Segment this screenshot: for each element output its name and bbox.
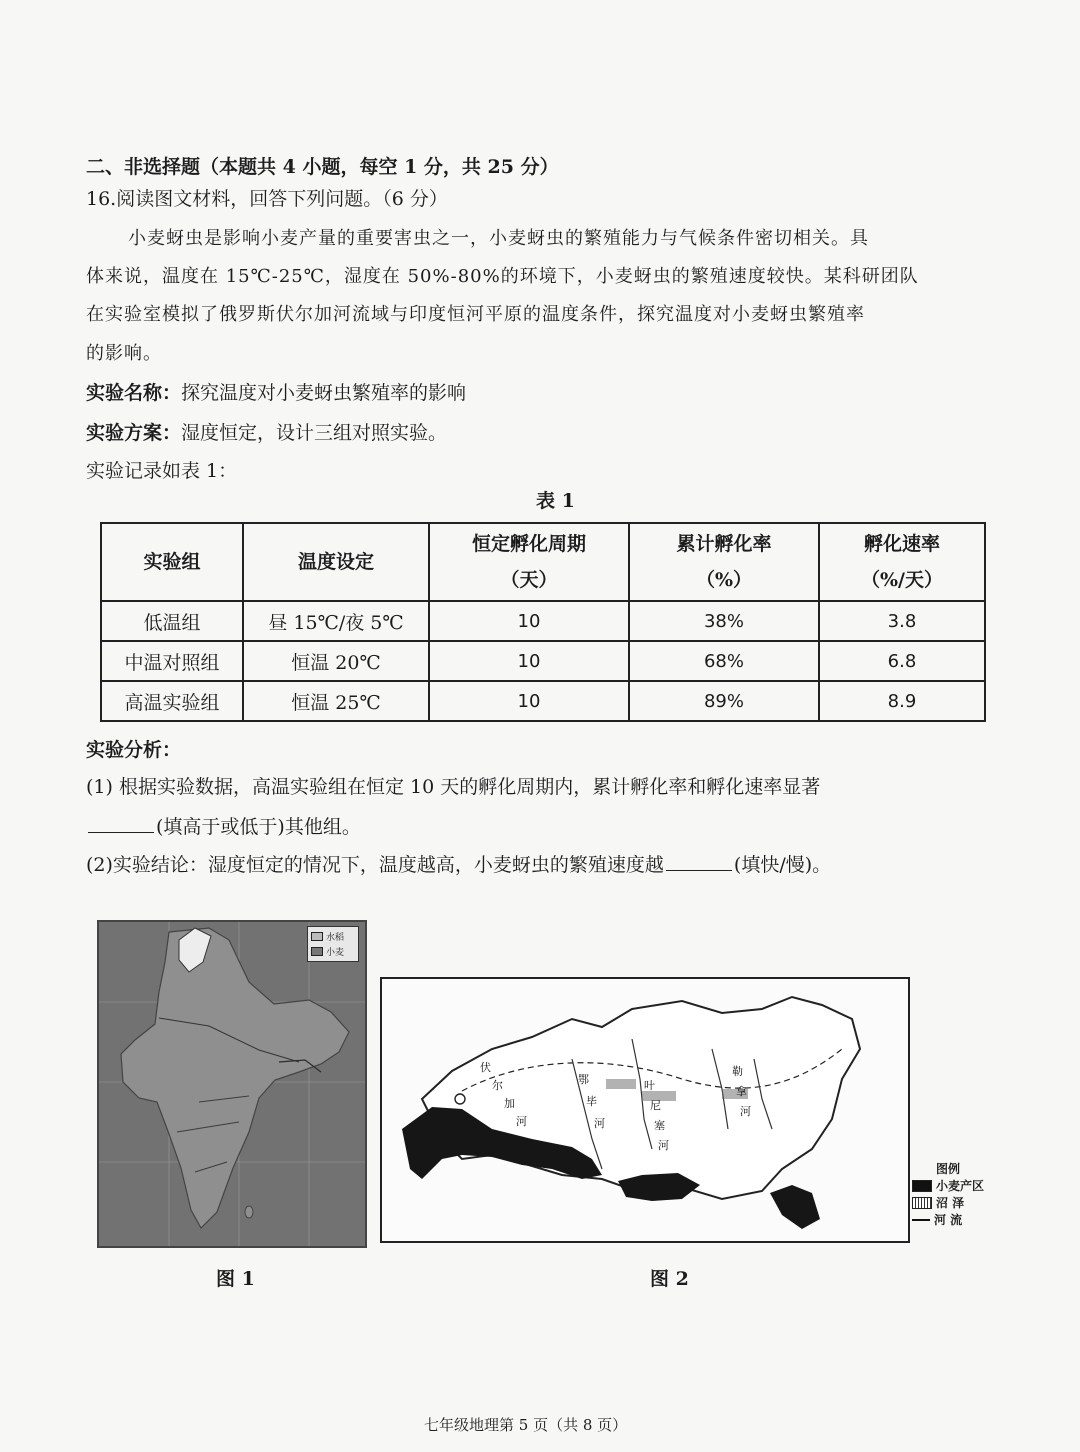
map-label: 河 bbox=[658, 1139, 669, 1152]
map-label: 河 bbox=[516, 1115, 527, 1128]
table-cell: 昼 15℃/夜 5℃ bbox=[243, 601, 429, 641]
map-label: 伏 bbox=[480, 1061, 491, 1074]
analysis-q2 bbox=[86, 850, 831, 877]
page-footer: 七年级地理第 5 页（共 8 页） bbox=[424, 1416, 628, 1434]
experiment-plan-label: 实验方案： bbox=[86, 422, 182, 444]
legend-item: 沼 泽 bbox=[936, 1196, 965, 1210]
legend-item: 小麦 bbox=[326, 948, 345, 958]
experiment-name-value: 探究温度对小麦蚜虫繁殖率的影响 bbox=[181, 382, 467, 404]
map-label: 鄂 bbox=[578, 1073, 589, 1086]
india-map-svg bbox=[99, 922, 365, 1246]
passage-line-4: 的影响。 bbox=[86, 343, 162, 364]
table-cell: 38% bbox=[629, 601, 819, 641]
legend-row bbox=[912, 1194, 984, 1211]
experiment-plan bbox=[86, 418, 447, 445]
passage-line-3: 在实验室模拟了俄罗斯伏尔加河流域与印度恒河平原的温度条件，探究温度对小麦蚜虫繁殖率 bbox=[86, 304, 865, 325]
figure-2-caption: 图 2 bbox=[650, 1268, 689, 1290]
map-label: 塞 bbox=[654, 1119, 665, 1132]
table-cell: 8.9 bbox=[819, 681, 985, 721]
table-header-cell: 恒定孵化周期 （天） bbox=[429, 523, 629, 601]
legend-row bbox=[912, 1177, 984, 1194]
figure-1-legend bbox=[307, 926, 359, 962]
legend-item: 小麦产区 bbox=[936, 1179, 985, 1193]
experiment-record: 实验记录如表 1： bbox=[86, 460, 238, 482]
table-caption: 表 1 bbox=[536, 490, 575, 512]
legend-item: 河 流 bbox=[934, 1213, 963, 1227]
figure-1-india-map bbox=[97, 920, 367, 1248]
table-cell: 低温组 bbox=[101, 601, 243, 641]
table-header-cell: 孵化速率 （%/天） bbox=[819, 523, 985, 601]
passage-line-1: 小麦蚜虫是影响小麦产量的重要害虫之一，小麦蚜虫的繁殖能力与气候条件密切相关。具 bbox=[128, 228, 869, 249]
table-cell: 3.8 bbox=[819, 601, 985, 641]
legend-row bbox=[912, 1211, 984, 1228]
passage-line-2: 体来说，温度在 15℃-25℃，湿度在 50%-80%的环境下，小麦蚜虫的繁殖速度较快。某科研团队 bbox=[86, 266, 919, 287]
table-header-row bbox=[101, 523, 985, 601]
table-cell: 10 bbox=[429, 641, 629, 681]
data-table bbox=[100, 522, 986, 722]
map-label: 河 bbox=[594, 1117, 605, 1130]
table-cell: 68% bbox=[629, 641, 819, 681]
map-label: 勒 bbox=[732, 1065, 743, 1078]
table-cell: 10 bbox=[429, 681, 629, 721]
table-cell: 恒温 25℃ bbox=[243, 681, 429, 721]
map-label: 拿 bbox=[736, 1085, 747, 1098]
map-label: 加 bbox=[504, 1097, 515, 1110]
figure-2-russia-map bbox=[380, 977, 910, 1243]
section-title: 二、非选择题（本题共 4 小题，每空 1 分，共 25 分） bbox=[86, 156, 559, 178]
legend-title: 图例 bbox=[936, 1162, 961, 1176]
answer-blank-2[interactable] bbox=[666, 854, 732, 871]
analysis-q1-line1: (1) 根据实验数据，高温实验组在恒定 10 天的孵化周期内，累计孵化率和孵化速率显著 bbox=[86, 776, 821, 798]
answer-blank-1[interactable] bbox=[88, 816, 154, 833]
table-cell: 10 bbox=[429, 601, 629, 641]
map-label: 尔 bbox=[492, 1079, 503, 1092]
map-label: 河 bbox=[740, 1105, 751, 1118]
map-label: 尼 bbox=[650, 1099, 661, 1112]
table-row bbox=[101, 681, 985, 721]
experiment-plan-value: 湿度恒定，设计三组对照实验。 bbox=[181, 422, 448, 444]
table-cell: 6.8 bbox=[819, 641, 985, 681]
russia-map-svg bbox=[382, 979, 908, 1241]
table-header-cell: 累计孵化率 （%） bbox=[629, 523, 819, 601]
analysis-title: 实验分析： bbox=[86, 739, 182, 761]
table-row bbox=[101, 601, 985, 641]
experiment-name-label: 实验名称： bbox=[86, 382, 182, 404]
analysis-q2-hint: (填快/慢)。 bbox=[733, 854, 832, 876]
table-header-cell: 温度设定 bbox=[243, 523, 429, 601]
analysis-q1-line2 bbox=[86, 812, 361, 839]
table-cell: 高温实验组 bbox=[101, 681, 243, 721]
analysis-q1-hint: (填高于或低于)其他组。 bbox=[156, 816, 361, 838]
analysis-q2-text: (2)实验结论：湿度恒定的情况下，温度越高，小麦蚜虫的繁殖速度越 bbox=[86, 854, 664, 876]
map-label: 叶 bbox=[644, 1079, 655, 1092]
experiment-name bbox=[86, 378, 466, 405]
table-cell: 89% bbox=[629, 681, 819, 721]
table-header-cell: 实验组 bbox=[101, 523, 243, 601]
question-label: 16.阅读图文材料，回答下列问题。（6 分） bbox=[86, 188, 448, 210]
map-label: 毕 bbox=[586, 1095, 597, 1108]
table-cell: 中温对照组 bbox=[101, 641, 243, 681]
figure-1-caption: 图 1 bbox=[216, 1268, 255, 1290]
table-cell: 恒温 20℃ bbox=[243, 641, 429, 681]
legend-item: 水稻 bbox=[326, 933, 345, 943]
table-row bbox=[101, 641, 985, 681]
figure-2-legend bbox=[912, 1160, 984, 1228]
